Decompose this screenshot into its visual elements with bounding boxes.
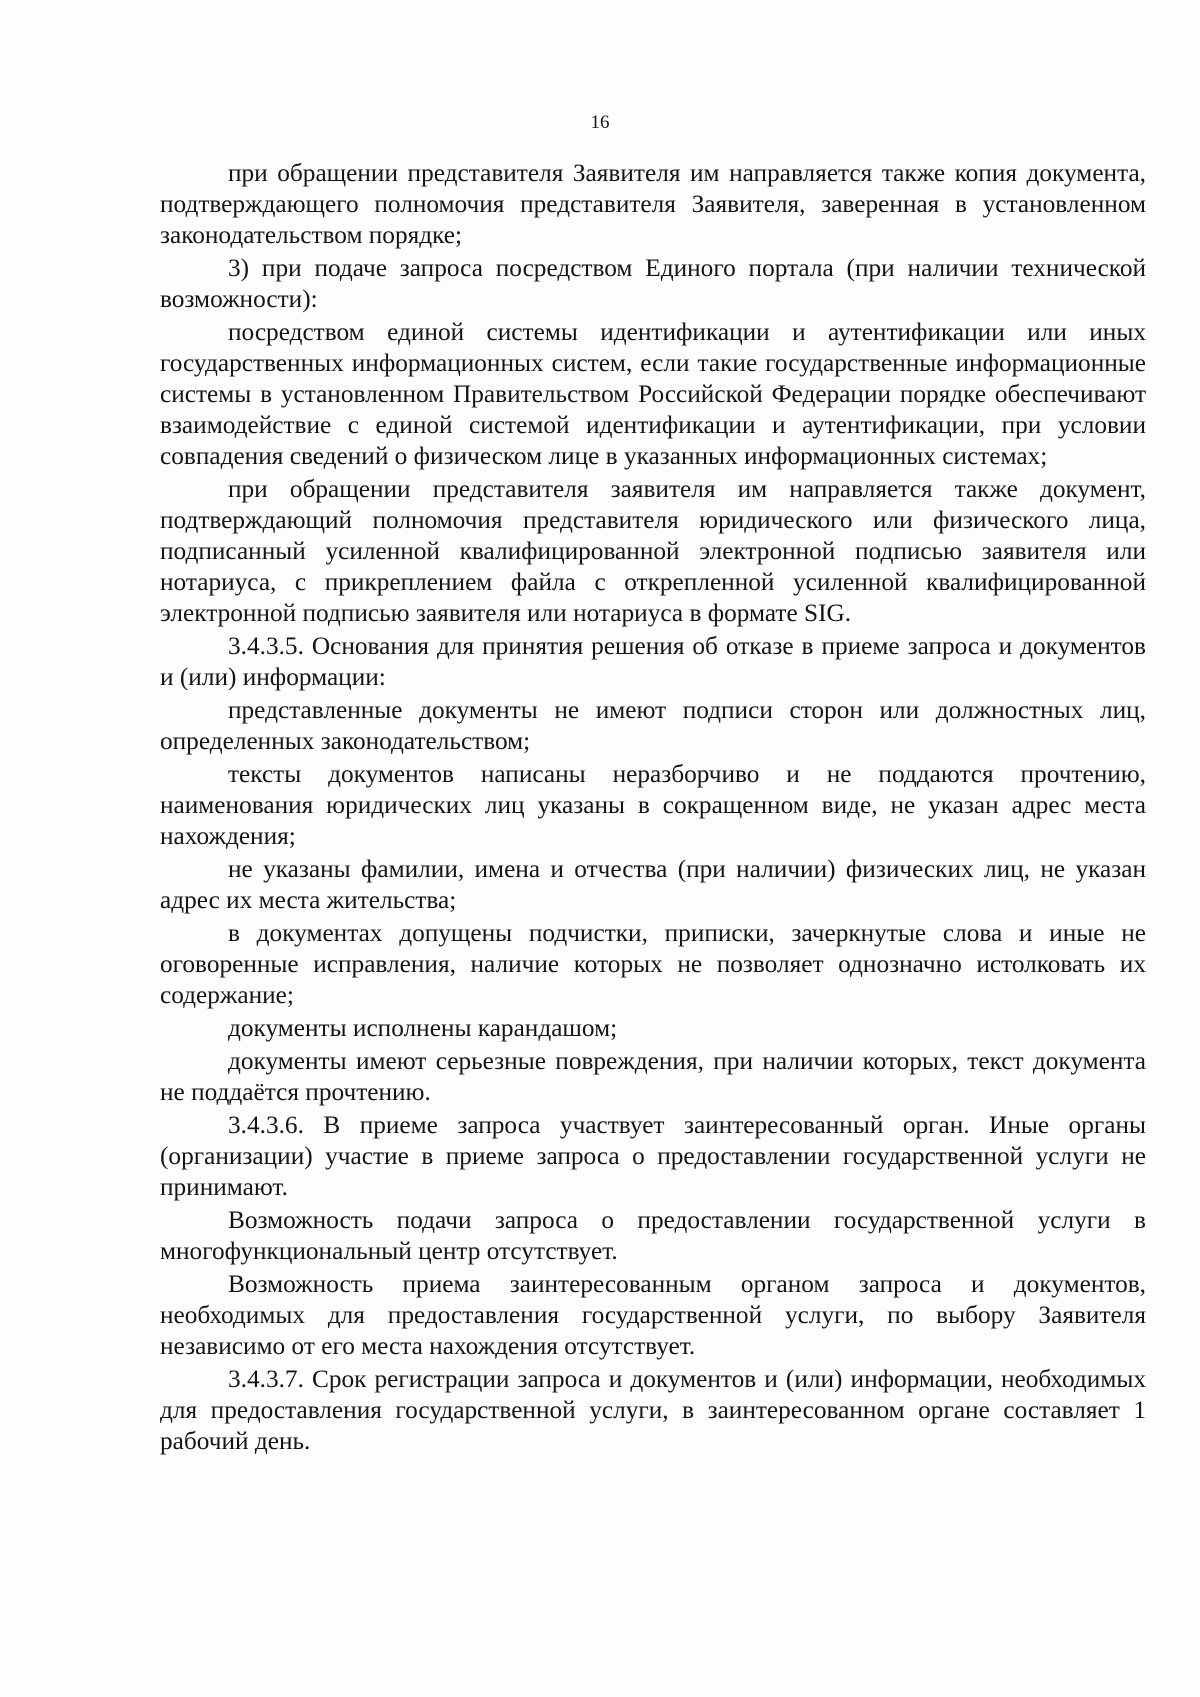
paragraph-3-4-3-6: 3.4.3.6. В приеме запроса участвует заинтересованный орган. Иные органы (организации) участие в приеме запроса о предоставлении государственной услуги не принимают. bbox=[160, 1111, 1146, 1201]
paragraph-single-portal: 3) при подаче запроса посредством Единого портала (при наличии технической возможности): bbox=[160, 254, 1146, 313]
document-body bbox=[160, 158, 1146, 1457]
paragraph-no-signatures: представленные документы не имеют подписи сторон или должностных лиц, определенных законодательством; bbox=[160, 696, 1146, 755]
paragraph-mfc: Возможность подачи запроса о предоставлении государственной услуги в многофункциональный центр отсутствует. bbox=[160, 1206, 1146, 1265]
paragraph-no-names: не указаны фамилии, имена и отчества (при наличии) физических лиц, не указан адрес их места жительства; bbox=[160, 855, 1146, 914]
paragraph-identification-system: посредством единой системы идентификации и аутентификации или иных государственных информационных систем, если такие государственные информационные системы в установленном Правительством Российской Федерации порядке обеспечивают взаимодействие с единой системой идентификации и аутентификации, при условии совпадения сведений о физическом лице в указанных информационных системах; bbox=[160, 318, 1146, 470]
paragraph-damage: документы имеют серьезные повреждения, при наличии которых, текст документа не поддаётся прочтению. bbox=[160, 1047, 1146, 1106]
paragraph-corrections: в документах допущены подчистки, приписки, зачеркнутые слова и иные не оговоренные исправления, наличие которых не позволяет однозначно истолковать их содержание; bbox=[160, 919, 1146, 1009]
paragraph-illegible-texts: тексты документов написаны неразборчиво и не поддаются прочтению, наименования юридических лиц указаны в сокращенном виде, не указан адрес места нахождения; bbox=[160, 760, 1146, 850]
paragraph-3-4-3-5: 3.4.3.5. Основания для принятия решения об отказе в приеме запроса и документов и (или) информации: bbox=[160, 632, 1146, 691]
paragraph-3-4-3-7: 3.4.3.7. Срок регистрации запроса и документов и (или) информации, необходимых для предоставления государственной услуги, в заинтересованном органе составляет 1 рабочий день. bbox=[160, 1365, 1146, 1455]
paragraph-representative-copy: при обращении представителя Заявителя им направляется также копия документа, подтверждающего полномочия представителя Заявителя, заверенная в установленном законодательством порядке; bbox=[160, 159, 1146, 249]
page-number: 16 bbox=[590, 112, 610, 133]
paragraph-pencil: документы исполнены карандашом; bbox=[228, 1014, 618, 1042]
paragraph-extraterritorial: Возможность приема заинтересованным органом запроса и документов, необходимых для предоставления государственной услуги, по выбору Заявителя независимо от его места нахождения отсутствует. bbox=[160, 1270, 1146, 1360]
paragraph-representative-signature: при обращении представителя заявителя им направляется также документ, подтверждающий полномочия представителя юридического или физического лица, подписанный усиленной квалифицированной электронной подписью заявителя или нотариуса, с прикреплением файла с открепленной усиленной квалифицированной электронной подписью заявителя или нотариуса в формате SIG. bbox=[160, 475, 1146, 627]
